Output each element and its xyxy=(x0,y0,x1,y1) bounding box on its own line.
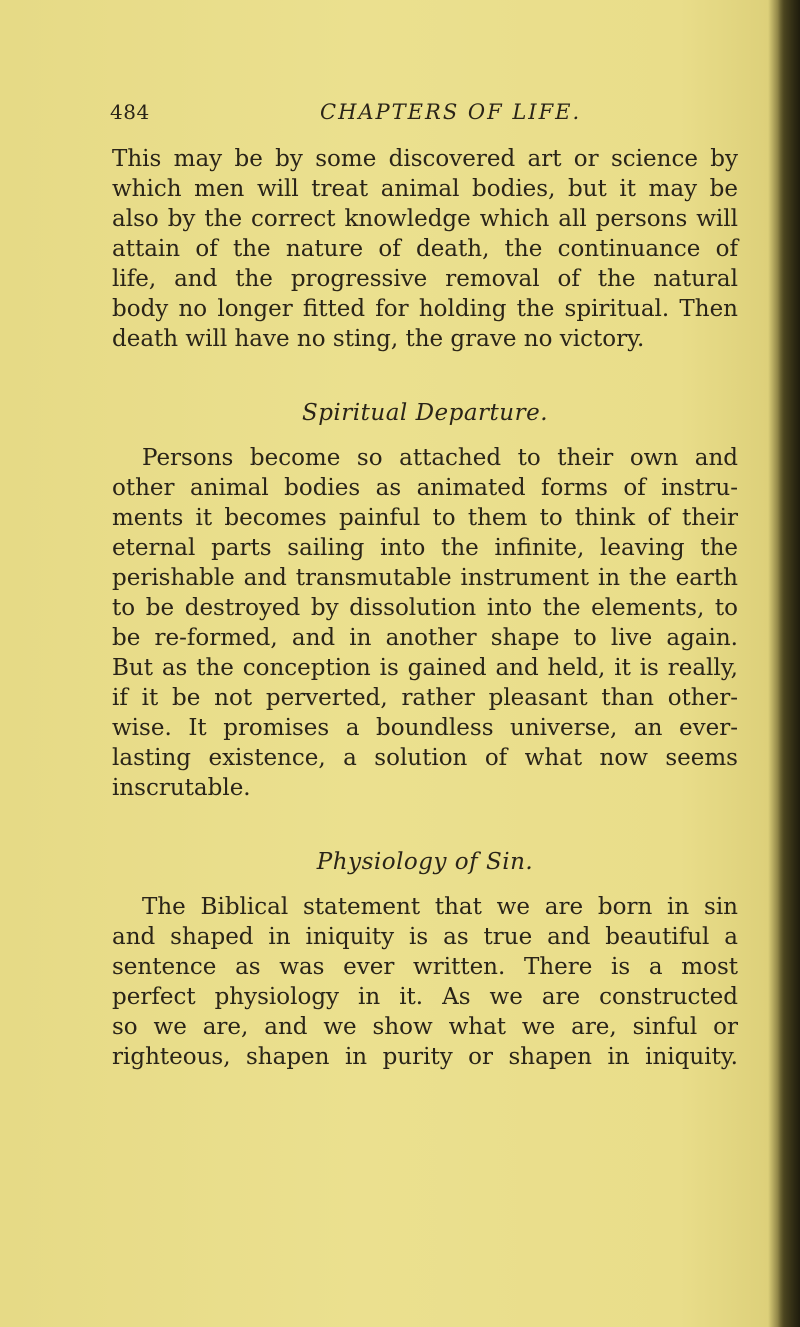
text-line: be re-formed, and in another shape to live again. xyxy=(112,625,738,651)
text-line: so we are, and we show what we are, sinful or xyxy=(112,1014,738,1040)
text-line: death will have no sting, the grave no victory. xyxy=(112,326,645,352)
text-line: inscrutable. xyxy=(112,775,251,801)
text-line: perfect physiology in it. As we are constructed xyxy=(112,984,738,1010)
text-line: righteous, shapen in purity or shapen in iniquity. xyxy=(112,1044,738,1070)
text-line: if it be not perverted, rather pleasant than other- xyxy=(112,685,738,711)
text-line: other animal bodies as animated forms of instru- xyxy=(112,475,738,501)
page-edge-shadow xyxy=(778,0,800,1327)
text-line: But as the conception is gained and held, it is really, xyxy=(112,655,738,681)
running-head: CHAPTERS OF LIFE. xyxy=(320,100,582,124)
text-line: wise. It promises a boundless universe, an ever- xyxy=(112,715,738,741)
text-line: sentence as was ever written. There is a most xyxy=(112,954,738,980)
paragraph-spiritual-departure xyxy=(112,443,738,803)
paragraph-physiology-of-sin xyxy=(112,892,738,1072)
body-text xyxy=(112,144,738,1072)
text-line: ments it becomes painful to them to think of their xyxy=(112,505,738,531)
text-line: eternal parts sailing into the infinite, leaving the xyxy=(112,535,738,561)
text-line: This may be by some discovered art or science by xyxy=(112,146,738,172)
text-line: and shaped in iniquity is as true and beautiful a xyxy=(112,924,738,950)
text-line: also by the correct knowledge which all persons will xyxy=(112,206,738,232)
text-line: to be destroyed by dissolution into the elements, to xyxy=(112,595,738,621)
text-line: The Biblical statement that we are born in sin xyxy=(142,894,738,920)
text-line: attain of the nature of death, the continuance of xyxy=(112,236,738,262)
page-number: 484 xyxy=(110,100,150,124)
paragraph-continuation xyxy=(112,144,738,354)
text-line: lasting existence, a solution of what now seems xyxy=(112,745,738,771)
text-line: Persons become so attached to their own and xyxy=(142,445,738,471)
page-header xyxy=(110,100,730,130)
section-heading-physiology-of-sin: Physiology of Sin. xyxy=(316,849,534,875)
section-heading-spiritual-departure: Spiritual Departure. xyxy=(301,400,549,426)
text-line: body no longer fitted for holding the spiritual. Then xyxy=(112,296,738,322)
text-line: perishable and transmutable instrument in the earth xyxy=(112,565,738,591)
text-line: life, and the progressive removal of the natural xyxy=(112,266,738,292)
text-line: which men will treat animal bodies, but it may be xyxy=(112,176,738,202)
